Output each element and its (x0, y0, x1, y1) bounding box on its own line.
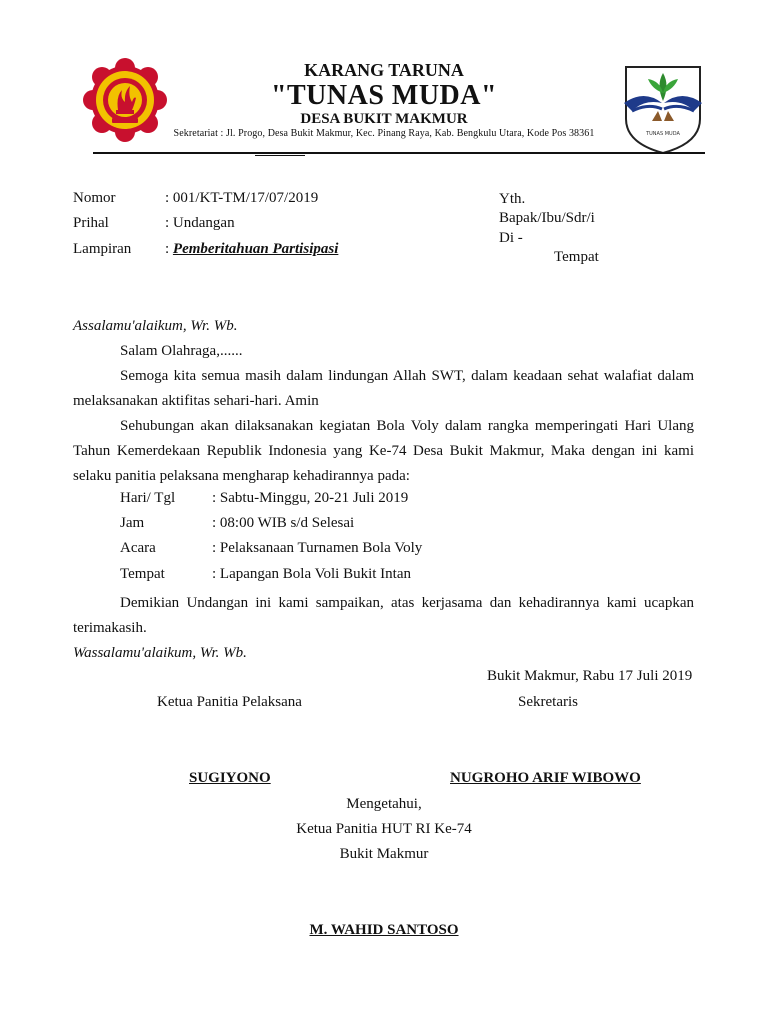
right-signatory-title: Sekretaris (518, 694, 578, 710)
left-signatory-title: Ketua Panitia Pelaksana (157, 694, 302, 710)
lampiran-value: Pemberitahuan Partisipasi (172, 241, 339, 257)
detail-label-event: Acara (120, 540, 156, 556)
acknowledge-name: M. WAHID SANTOSO (309, 922, 459, 938)
header-divider-thick (93, 152, 705, 154)
lampiran-row (165, 241, 338, 258)
header-divider-thin (255, 155, 305, 156)
detail-value-time: : 08:00 WIB s/d Selesai (212, 515, 355, 531)
recipient-yth: Yth. (499, 191, 526, 207)
paragraph-2-line-3: selaku panitia pelaksana mengharap kehadirannya pada: (73, 468, 410, 484)
recipient-title: Bapak/Ibu/Sdr/i (499, 210, 595, 226)
closing-paragraph-line-2: terimakasih. (73, 620, 147, 636)
acknowledge-title: Ketua Panitia HUT RI Ke-74 (296, 821, 472, 837)
place-date: Bukit Makmur, Rabu 17 Juli 2019 (487, 668, 693, 684)
org-title: "TUNAS MUDA" (270, 80, 498, 111)
right-signatory-name: NUGROHO ARIF WIBOWO (450, 770, 641, 786)
lampiran-label: Lampiran (73, 241, 132, 257)
nomor-label: Nomor (73, 190, 116, 206)
org-name: KARANG TARUNA (304, 60, 464, 80)
paragraph-1-line-1: Semoga kita semua masih dalam lindungan Allah SWT, dalam keadaan sehat walafiat dalam (120, 368, 694, 384)
right-logo-text: TUNAS MUDA (646, 131, 680, 137)
acknowledge-place: Bukit Makmur (339, 846, 429, 862)
detail-value-date: : Sabtu-Minggu, 20-21 Juli 2019 (212, 490, 409, 506)
salam-line: Salam Olahraga,...... (120, 343, 243, 359)
nomor-value: : 001/KT-TM/17/07/2019 (165, 190, 319, 206)
detail-label-venue: Tempat (120, 566, 165, 582)
closing-paragraph-line-1: Demikian Undangan ini kami sampaikan, atas kerjasama dan kehadirannya kami ucapkan (120, 595, 694, 611)
paragraph-1-line-2: melaksanakan aktifitas sehari-hari. Amin (73, 393, 319, 409)
paragraph-2-line-1: Sehubungan akan dilaksanakan kegiatan Bola Voly dalam rangka memperingati Hari Ulang (120, 418, 694, 434)
acknowledge-label: Mengetahui, (346, 796, 422, 812)
paragraph-2-line-2: Tahun Kemerdekaan Republik Indonesia yang Ke-74 Desa Bukit Makmur, Maka dengan ini kami (73, 443, 694, 459)
prihal-value: : Undangan (165, 215, 235, 231)
recipient-di: Di - (499, 230, 523, 246)
greeting: Assalamu'alaikum, Wr. Wb. (73, 318, 238, 334)
detail-label-date: Hari/ Tgl (120, 490, 176, 506)
left-signatory-name: SUGIYONO (189, 770, 271, 786)
detail-value-venue: : Lapangan Bola Voli Bukit Intan (212, 566, 412, 582)
detail-value-event: : Pelaksanaan Turnamen Bola Voly (212, 540, 423, 556)
recipient-place: Tempat (554, 249, 599, 265)
village-name: DESA BUKIT MAKMUR (300, 111, 468, 127)
prihal-label: Prihal (73, 215, 109, 231)
closing-greeting: Wassalamu'alaikum, Wr. Wb. (73, 645, 247, 661)
lampiran-colon: : (165, 241, 173, 257)
detail-label-time: Jam (120, 515, 145, 531)
secretariat-address: Sekretariat : Jl. Progo, Desa Bukit Makmur, Kec. Pinang Raya, Kab. Bengkulu Utara, Kode Pos 38361 (173, 128, 595, 139)
